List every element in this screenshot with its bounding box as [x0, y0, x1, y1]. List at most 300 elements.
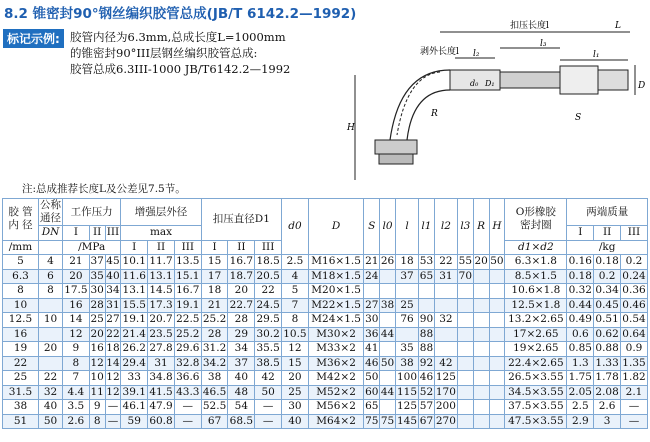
table-cell	[380, 342, 396, 357]
table-cell: 27	[365, 298, 379, 311]
table-cell: 12.5×1.8	[505, 298, 567, 313]
table-cell: 6	[39, 269, 63, 284]
table-cell: 34.8	[149, 371, 173, 384]
table-cell: 33	[121, 371, 148, 386]
table-cell	[473, 327, 489, 342]
unit-mm: /mm	[3, 240, 39, 255]
table-cell: 13.5	[176, 255, 200, 268]
table-cell: 0.16	[568, 255, 592, 268]
table-cell: 10.6×1.8	[505, 284, 567, 299]
table-cell: 2.08	[595, 385, 619, 398]
col-oring-sym: d1×d2	[505, 240, 567, 255]
table-cell: 0.46	[622, 298, 646, 311]
label-l2: l₂	[473, 49, 480, 59]
table-cell: 22.5	[176, 313, 200, 326]
table-cell: 25	[395, 298, 418, 313]
table-cell: 29	[228, 327, 255, 342]
table-cell	[39, 298, 63, 313]
table-cell	[395, 284, 418, 299]
table-cell	[489, 400, 505, 415]
label-L: L	[615, 21, 621, 31]
table-cell: M20×1.5	[308, 284, 364, 299]
table-cell	[489, 269, 505, 284]
table-cell: 23.5	[149, 327, 173, 340]
table-cell: 125	[396, 400, 418, 413]
table-row	[3, 356, 648, 371]
table-cell: M42×2	[308, 371, 364, 386]
hose-assembly-drawing	[345, 20, 645, 195]
table-cell	[489, 313, 505, 328]
table-cell: 0.62	[595, 327, 619, 340]
table-row	[3, 327, 648, 342]
table-cell: 15	[282, 356, 309, 371]
table-cell: —	[105, 414, 121, 429]
table-cell: 42	[255, 371, 282, 386]
col-S: S	[364, 199, 380, 255]
table-cell	[380, 371, 396, 386]
table-cell: 60.8	[149, 414, 173, 427]
table-cell: 30.2	[256, 327, 280, 340]
table-cell: 31	[106, 298, 120, 311]
table-cell: M64×2	[308, 414, 364, 429]
table-cell: 38	[395, 356, 418, 371]
table-cell: 20	[474, 255, 488, 268]
table-cell: 29.5	[256, 313, 280, 326]
table-cell: 0.2	[594, 269, 621, 284]
table-cell: 2.5	[282, 255, 309, 270]
table-cell: 0.64	[622, 327, 646, 340]
table-cell: 29.6	[176, 342, 200, 355]
table-cell: 50	[380, 356, 395, 369]
table-cell: 43.3	[176, 385, 200, 398]
table-row	[3, 371, 648, 386]
table-cell: 7	[282, 298, 309, 313]
table-cell: 55	[458, 255, 473, 268]
table-cell: M18×1.5	[308, 269, 364, 284]
table-cell: 50	[365, 371, 379, 384]
label-crimp-length: 扣压长度l	[510, 21, 549, 31]
table-cell: 0.44	[568, 298, 592, 311]
table-row	[3, 313, 648, 328]
table-cell: 19.1	[176, 298, 200, 311]
table-cell: 270	[435, 414, 456, 427]
table-cell: 31.5	[3, 385, 39, 400]
page-title: 8.2 锥密封90°钢丝编织胶管总成(JB/T 6142.2—1992)	[4, 6, 357, 22]
table-row	[3, 269, 648, 284]
table-cell: 21.4	[122, 327, 146, 340]
table-cell: 20.5	[256, 269, 280, 282]
table-cell: 12	[282, 342, 309, 357]
table-cell: 2.6	[594, 400, 621, 415]
unit-mpa: /MPa	[63, 240, 121, 255]
table-cell: 34	[106, 284, 120, 297]
table-cell: 0.18	[568, 269, 592, 282]
table-cell	[434, 327, 457, 342]
table-cell	[457, 327, 473, 342]
table-cell: 6.3×1.8	[505, 255, 567, 270]
table-cell: 25	[282, 385, 309, 400]
table-cell: 37	[395, 269, 418, 284]
table-cell: 26.2	[122, 342, 146, 355]
table-cell: 14	[106, 356, 120, 369]
table-cell: 53	[419, 255, 434, 268]
table-cell: 29.4	[122, 356, 146, 369]
table-cell: 21	[63, 255, 90, 270]
label-d0: d₀	[470, 79, 479, 88]
table-cell: 39.1	[122, 385, 146, 398]
table-row	[3, 298, 648, 313]
table-cell	[473, 313, 489, 328]
table-cell: 15.1	[176, 269, 200, 282]
table-cell: 35	[90, 269, 104, 282]
table-cell: 12	[63, 327, 90, 342]
col-III: III	[174, 240, 201, 255]
table-cell: 45	[106, 255, 120, 268]
table-cell: 65	[419, 269, 434, 282]
table-cell: 10	[90, 371, 104, 384]
table-cell	[380, 400, 396, 415]
table-cell: 67	[419, 414, 434, 427]
table-cell: 10.1	[122, 255, 146, 268]
table-cell: 28	[201, 327, 228, 342]
table-cell: 46	[365, 356, 379, 369]
col-l0: l0	[380, 199, 396, 255]
table-cell: —	[174, 414, 201, 429]
col-l3: l3	[457, 199, 473, 255]
table-cell: 13.1	[149, 269, 173, 282]
table-cell: 15	[201, 255, 228, 270]
table-cell: 22	[3, 356, 39, 371]
table-cell: 20	[90, 327, 104, 340]
table-cell: 36.6	[176, 371, 200, 384]
table-cell: 18.5	[256, 255, 280, 268]
col-III: III	[620, 226, 647, 241]
table-cell: 50	[255, 385, 282, 400]
table-cell: 44	[380, 327, 395, 340]
label-strip-length: 剥外长度l	[420, 47, 459, 57]
table-cell: 25	[3, 371, 39, 386]
table-cell: 18	[106, 342, 120, 355]
col-I: I	[567, 226, 594, 241]
table-cell	[457, 371, 473, 386]
label-l1: l₁	[593, 50, 600, 60]
table-cell: 22	[39, 371, 63, 386]
table-cell: 2.1	[620, 385, 647, 400]
table-cell	[473, 269, 489, 284]
example-badge: 标记示例:	[3, 29, 64, 48]
table-cell: 90	[419, 313, 434, 326]
table-cell: 0.54	[622, 313, 646, 326]
table-cell: 44	[380, 385, 395, 398]
table-cell: 24.5	[256, 298, 280, 311]
col-l1: l1	[419, 199, 435, 255]
table-cell	[473, 298, 489, 313]
table-cell: 46.1	[122, 400, 146, 413]
table-cell: 18	[201, 284, 228, 299]
table-cell: 0.45	[595, 298, 619, 311]
table-cell: 1.3	[567, 356, 594, 371]
table-cell: 12	[90, 356, 104, 369]
table-cell: 22.4×2.65	[505, 356, 567, 371]
table-cell	[473, 342, 489, 357]
table-cell: 18	[395, 255, 418, 270]
table-cell	[380, 269, 396, 284]
table-cell	[489, 327, 505, 342]
col-II: II	[148, 240, 175, 255]
example-text	[70, 29, 290, 77]
table-cell	[457, 385, 473, 400]
table-cell: 28	[90, 298, 104, 311]
table-cell: 60	[365, 385, 379, 398]
table-cell: 12	[106, 371, 120, 384]
table-cell: 5	[3, 255, 39, 270]
table-cell: 48	[228, 385, 255, 400]
table-cell: 8	[282, 313, 309, 328]
table-cell	[473, 356, 489, 371]
col-II: II	[89, 226, 105, 241]
table-cell: 25.2	[202, 313, 227, 326]
table-cell	[457, 356, 473, 371]
table-cell: 47.5×3.55	[505, 414, 567, 429]
table-cell: 88	[419, 327, 434, 340]
table-cell: 75	[365, 414, 379, 427]
table-cell: 54	[228, 400, 255, 415]
table-cell: 20	[228, 284, 255, 299]
table-cell: 51	[3, 414, 39, 429]
table-cell: 32.8	[176, 356, 200, 369]
table-cell	[419, 284, 435, 299]
example-line: 胶管内径为6.3mm,总成长度L=1000mm	[70, 30, 286, 44]
table-cell: 31	[148, 356, 175, 371]
table-cell: 25.2	[176, 327, 200, 340]
table-body	[3, 255, 648, 429]
table-cell: 34.5×3.55	[505, 385, 567, 400]
table-cell	[457, 313, 473, 328]
table-cell: 40	[228, 371, 255, 386]
table-cell: 52.5	[202, 400, 227, 413]
table-cell: 14.5	[149, 284, 173, 297]
table-cell: 0.34	[595, 284, 619, 297]
label-H: H	[347, 123, 355, 133]
table-cell: 4.4	[63, 385, 90, 400]
table-cell: 12.5	[3, 313, 39, 328]
table-cell: 88	[419, 342, 434, 355]
table-cell: 38.5	[256, 356, 280, 369]
label-D1: D₁	[485, 79, 495, 88]
col-I: I	[201, 240, 228, 255]
table-cell: 57	[419, 400, 434, 413]
col-hose-id: 胶 管 内 径	[3, 199, 39, 241]
table-cell: 2.6	[63, 414, 90, 429]
col-pressure: 工作压力	[63, 199, 121, 226]
table-cell	[39, 327, 63, 342]
table-cell: 14	[63, 313, 90, 328]
table-cell: 5	[282, 284, 309, 299]
table-cell: 0.49	[568, 313, 592, 326]
col-nominal: 公称 通径	[40, 199, 61, 224]
table-cell	[419, 298, 435, 313]
table-cell: 50	[39, 414, 63, 429]
table-cell: 28	[228, 313, 255, 328]
table-cell: 9	[89, 400, 105, 415]
table-cell: 38	[380, 298, 395, 311]
unit-kg: /kg	[567, 240, 648, 255]
table-cell: 70	[458, 269, 473, 282]
table-cell: 35	[395, 342, 418, 357]
table-cell: 31	[434, 269, 457, 284]
table-cell	[473, 414, 489, 429]
table-cell: 8	[89, 414, 105, 429]
table-cell: 0.6	[567, 327, 594, 342]
col-crimp: 扣压直径D1	[201, 199, 281, 241]
table-cell: 4	[39, 255, 63, 270]
table-cell: M24×1.5	[308, 313, 364, 328]
table-cell	[380, 313, 396, 328]
table-cell	[457, 342, 473, 357]
table-cell	[473, 400, 489, 415]
col-III: III	[106, 226, 120, 239]
table-cell: 0.36	[622, 284, 646, 297]
col-outer: 增强层外径	[121, 199, 201, 226]
table-cell: 2.05	[568, 385, 592, 398]
table-cell: —	[620, 414, 647, 429]
table-cell: 19.1	[122, 313, 146, 326]
col-oring: O形橡胶 密封圈	[505, 199, 567, 241]
table-cell: 4	[282, 269, 309, 284]
example-line: 的锥密封90°III层钢丝编织胶管总成:	[70, 46, 258, 60]
table-cell: 0.32	[568, 284, 592, 297]
table-cell: 41	[365, 342, 379, 355]
table-cell: 35.5	[256, 342, 280, 355]
table-cell: 38	[201, 371, 228, 386]
table-cell: 68.5	[229, 414, 254, 427]
note-text: 注:总成推荐长度L及公差见7.5节。	[22, 183, 186, 195]
table-cell: 37	[90, 255, 104, 268]
table-cell: 11	[90, 385, 104, 398]
table-cell: 12	[106, 385, 120, 398]
table-cell	[457, 284, 473, 299]
table-cell: 24	[365, 269, 379, 282]
col-nominal-sym: DN	[39, 226, 63, 241]
table-cell: 10	[3, 298, 39, 313]
table-cell: 11.7	[149, 255, 173, 268]
table-cell: 10.5	[283, 327, 307, 340]
table-cell: 34	[228, 342, 255, 357]
table-cell: 3	[594, 414, 621, 429]
table-cell: 22	[434, 255, 457, 270]
table-cell	[489, 414, 505, 429]
table-cell: 8.5×1.5	[505, 269, 567, 284]
table-cell: 21	[201, 298, 228, 313]
table-cell: 46.5	[202, 385, 227, 398]
label-R: R	[431, 109, 438, 119]
table-cell: 17.3	[149, 298, 173, 311]
table-cell: 17×2.65	[505, 327, 567, 342]
table-cell	[457, 400, 473, 415]
col-II: II	[228, 240, 255, 255]
col-III: III	[255, 240, 282, 255]
table-row	[3, 385, 648, 400]
table-cell: 13.1	[122, 284, 146, 297]
table-cell	[489, 342, 505, 357]
table-cell: 2.9	[567, 414, 594, 429]
table-cell: —	[105, 400, 121, 415]
table-row	[3, 342, 648, 357]
table-cell: 38	[3, 400, 39, 415]
table-cell: 21	[365, 255, 379, 268]
table-cell: 37.5×3.55	[505, 400, 567, 415]
table-cell: 22	[255, 284, 282, 299]
table-cell: 1.75	[568, 371, 592, 384]
table-cell: 9	[63, 342, 90, 357]
table-cell: 15.5	[122, 298, 146, 311]
col-I: I	[121, 240, 148, 255]
table-row	[3, 255, 648, 270]
table-cell: 0.9	[620, 342, 647, 357]
col-l2: l2	[434, 199, 457, 255]
label-S: S	[575, 113, 582, 123]
table-cell: M30×2	[308, 327, 364, 342]
table-cell: 16	[63, 298, 90, 313]
table-cell: 8	[39, 284, 63, 299]
col-d0: d0	[282, 199, 309, 255]
table-cell: 0.2	[620, 255, 647, 270]
table-cell: 40	[282, 414, 309, 429]
table-cell: 32	[39, 385, 63, 400]
table-cell: 2.5	[567, 400, 594, 415]
spec-table	[2, 198, 648, 429]
table-cell: 40	[39, 400, 63, 415]
table-cell: 11.6	[122, 269, 146, 282]
table-cell: 34.2	[202, 356, 227, 369]
table-row	[3, 400, 648, 415]
table-cell: 76	[395, 313, 418, 328]
col-I: I	[63, 226, 90, 241]
table-cell: 31.2	[202, 342, 227, 355]
table-cell	[489, 298, 505, 313]
table-cell	[380, 284, 396, 299]
table-cell: M56×2	[308, 400, 364, 415]
table-cell: 75	[380, 414, 395, 427]
table-cell: 1.35	[622, 356, 646, 369]
table-cell: 6.3	[3, 269, 39, 284]
table-cell	[434, 342, 457, 357]
table-cell: —	[174, 400, 201, 415]
table-cell: 26.5×3.55	[505, 371, 567, 386]
table-cell: 22.7	[229, 298, 254, 311]
table-row	[3, 414, 648, 429]
table-cell	[489, 371, 505, 386]
table-cell: 145	[396, 414, 418, 427]
table-cell	[473, 284, 489, 299]
label-D: D	[638, 81, 645, 91]
table-cell: M22×1.5	[308, 298, 364, 313]
col-D: D	[308, 199, 364, 255]
table-cell: 8	[3, 284, 39, 299]
table-cell: 115	[396, 385, 418, 398]
table-cell	[395, 327, 418, 342]
table-cell: 100	[396, 371, 418, 384]
table-cell: 200	[435, 400, 456, 413]
table-cell: 3.5	[63, 400, 90, 415]
table-cell: 20.7	[149, 313, 173, 326]
table-cell	[489, 385, 505, 400]
table-cell: 20	[282, 371, 309, 386]
table-cell: 16.7	[229, 255, 254, 268]
table-cell: 92	[419, 356, 434, 369]
table-cell: 0.24	[622, 269, 646, 282]
table-cell: 65	[365, 400, 379, 413]
